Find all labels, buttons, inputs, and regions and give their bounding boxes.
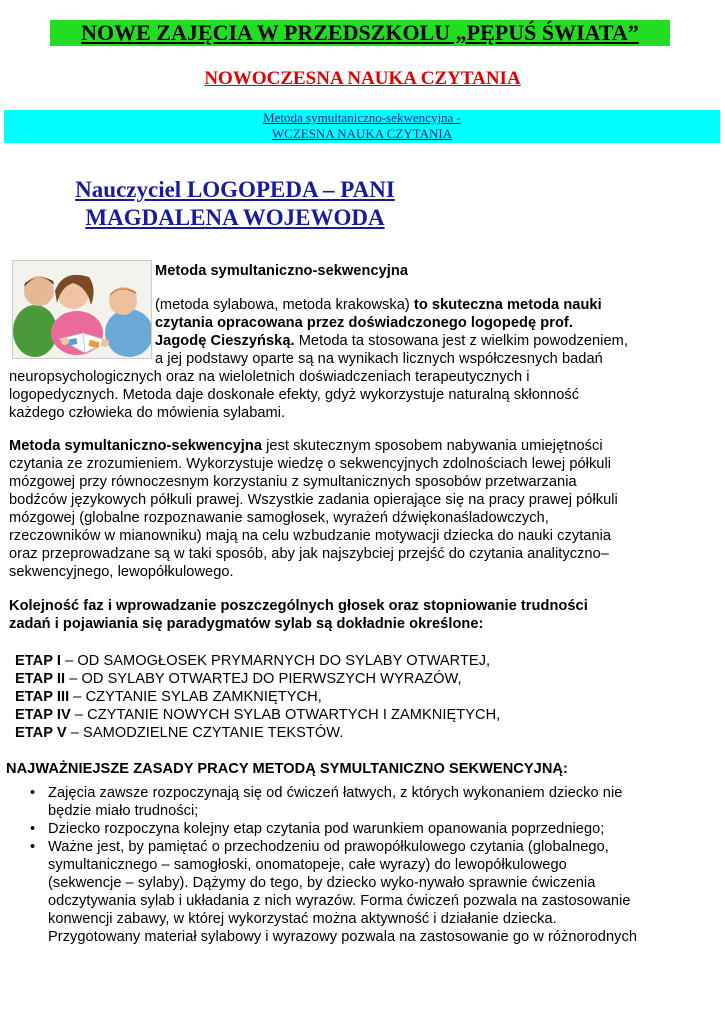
- method-banner: [4, 110, 720, 143]
- stages-list: [15, 652, 715, 742]
- stage-label: ETAP V: [15, 725, 67, 741]
- stage-text: – CZYTANIE NOWYCH SYLAB OTWARTYCH I ZAMKNIĘTYCH,: [70, 707, 501, 723]
- stage-item: [15, 688, 715, 706]
- teacher-line1: Nauczyciel LOGOPEDA – PANI: [75, 177, 395, 202]
- stage-label: ETAP I: [15, 653, 61, 669]
- phases-line: zadań i pojawiania się paradygmatów sylab są dokładnie określone:: [9, 616, 484, 632]
- stage-text: – SAMODZIELNE CZYTANIE TEKSTÓW.: [66, 725, 344, 741]
- rule-line: konwencji zabawy, w której wykorzystać można aktywność i działanie dziecka.: [48, 911, 557, 927]
- stage-text: – CZYTANIE SYLAB ZAMKNIĘTYCH,: [69, 689, 322, 705]
- intro-heading: Metoda symultaniczno-sekwencyjna: [155, 263, 409, 279]
- phases-line: Kolejność faz i wprowadzanie poszczególnych głosek oraz stopniowanie trudności: [9, 598, 588, 614]
- rule-item: [30, 838, 720, 946]
- intro-line: Metoda ta stosowana jest z wielkim powodzeniem,: [294, 333, 628, 349]
- method-paragraph-line: mózgowej (globalne rozpoznawanie samogłosek, wyrażeń dźwiękonaśladowczych,: [9, 510, 549, 526]
- rule-item: [30, 784, 720, 820]
- rule-line: (sekwencje – sylaby). Dążymy do tego, by dziecko wyko-nywało sprawnie ćwiczenia: [48, 875, 596, 891]
- teacher-heading: [55, 176, 415, 232]
- method-paragraph-line: sekwencyjnego, lewopółkulowego.: [9, 564, 234, 580]
- intro-line: logopedycznych. Metoda daje doskonałe efekty, gdyż wykorzystuje naturalną skłonność: [9, 387, 580, 403]
- intro-line-bold: Jagodę Cieszyńską.: [155, 333, 295, 349]
- method-banner-line1[interactable]: Metoda symultaniczno-sekwencyjna -: [263, 110, 461, 125]
- stage-item: [15, 670, 715, 688]
- rule-line: będzie miało trudności;: [48, 803, 199, 819]
- method-paragraph-line: bodźców językowych półkuli prawej. Wszystkie zadania opierające się na pracy prawej półkuli: [9, 492, 618, 508]
- method-paragraph: [9, 437, 721, 581]
- intro-line: neuropsychologicznych oraz na wieloletnich doświadczeniach terapeutycznych i: [9, 369, 530, 385]
- stage-text: – OD SAMOGŁOSEK PRYMARNYCH DO SYLABY OTWARTEJ,: [60, 653, 491, 669]
- phases-paragraph: [9, 597, 721, 633]
- stage-text: – OD SYLABY OTWARTEJ DO PIERWSZYCH WYRAZÓW,: [65, 671, 462, 687]
- stage-label: ETAP IV: [15, 707, 71, 723]
- intro-line: (metoda sylabowa, metoda krakowska): [155, 297, 414, 313]
- teacher-line2: MAGDALENA WOJEWODA: [85, 205, 385, 230]
- rule-line: Przygotowany materiał sylabowy i wyrazowy pozwala na zastosowanie go w różnorodnych: [48, 929, 637, 945]
- rule-line: symultanicznego – samogłoski, onomatopeje, całe wyrazy) do lewopółkulowego: [48, 857, 567, 873]
- rules-heading: NAJWAŻNIEJSZE ZASADY PRACY METODĄ SYMULTANICZNO SEKWENCYJNĄ:: [6, 761, 568, 777]
- intro-line-bold: to skuteczna metoda nauki: [413, 297, 602, 313]
- method-paragraph-bold: Metoda symultaniczno-sekwencyjna: [9, 438, 263, 454]
- method-paragraph-line: jest skutecznym sposobem nabywania umiejętności: [262, 438, 603, 454]
- stage-item: [15, 706, 715, 724]
- stage-item: [15, 652, 715, 670]
- method-paragraph-line: oraz przeprowadzane są w taki sposób, aby jak najszybciej przejść do czytania analityczno–: [9, 546, 609, 562]
- sub-title: NOWOCZESNA NAUKA CZYTANIA: [204, 68, 521, 89]
- intro-paragraph: [9, 296, 721, 422]
- method-paragraph-line: czytania ze zrozumieniem. Wykorzystuje wiedzę o sekwencyjnych zdolnościach lewej półkuli: [9, 456, 612, 472]
- rule-item: [30, 820, 720, 838]
- rule-line: odczytywania sylab i układania z nich wyrazów. Forma ćwiczeń pozwala na zastosowanie: [48, 893, 631, 909]
- method-paragraph-line: mózgowej przy równoczesnym korzystaniu z symultanicznych sposobów przetwarzania: [9, 474, 577, 490]
- intro-line-bold: czytania opracowana przez doświadczonego logopedę prof.: [155, 315, 573, 331]
- method-banner-line2[interactable]: WCZESNA NAUKA CZYTANIA: [271, 126, 453, 141]
- stage-label: ETAP II: [15, 671, 66, 687]
- intro-line: każdego człowieka do mówienia sylabami.: [9, 405, 286, 421]
- method-paragraph-line: rzeczowników w mianowniku) mają na celu wzbudzanie motywacji dziecka do nauki czytania: [9, 528, 612, 544]
- stage-item: [15, 724, 715, 742]
- rule-line: • Ważne jest, by pamiętać o przechodzeniu od prawopółkulowego czytania (globalnego,: [48, 839, 609, 855]
- rule-line: • Dziecko rozpoczyna kolejny etap czytania pod warunkiem opanowania poprzedniego;: [48, 821, 605, 837]
- main-title: NOWE ZAJĘCIA W PRZEDSZKOLU „PĘPUŚ ŚWIATA”: [50, 20, 670, 46]
- stage-label: ETAP III: [15, 689, 70, 705]
- rules-list: [30, 784, 720, 946]
- intro-line: a jej podstawy oparte są na wynikach licznych współczesnych badań: [155, 351, 603, 367]
- rule-line: • Zajęcia zawsze rozpoczynają się od ćwiczeń łatwych, z których wykonaniem dziecko nie: [48, 785, 623, 801]
